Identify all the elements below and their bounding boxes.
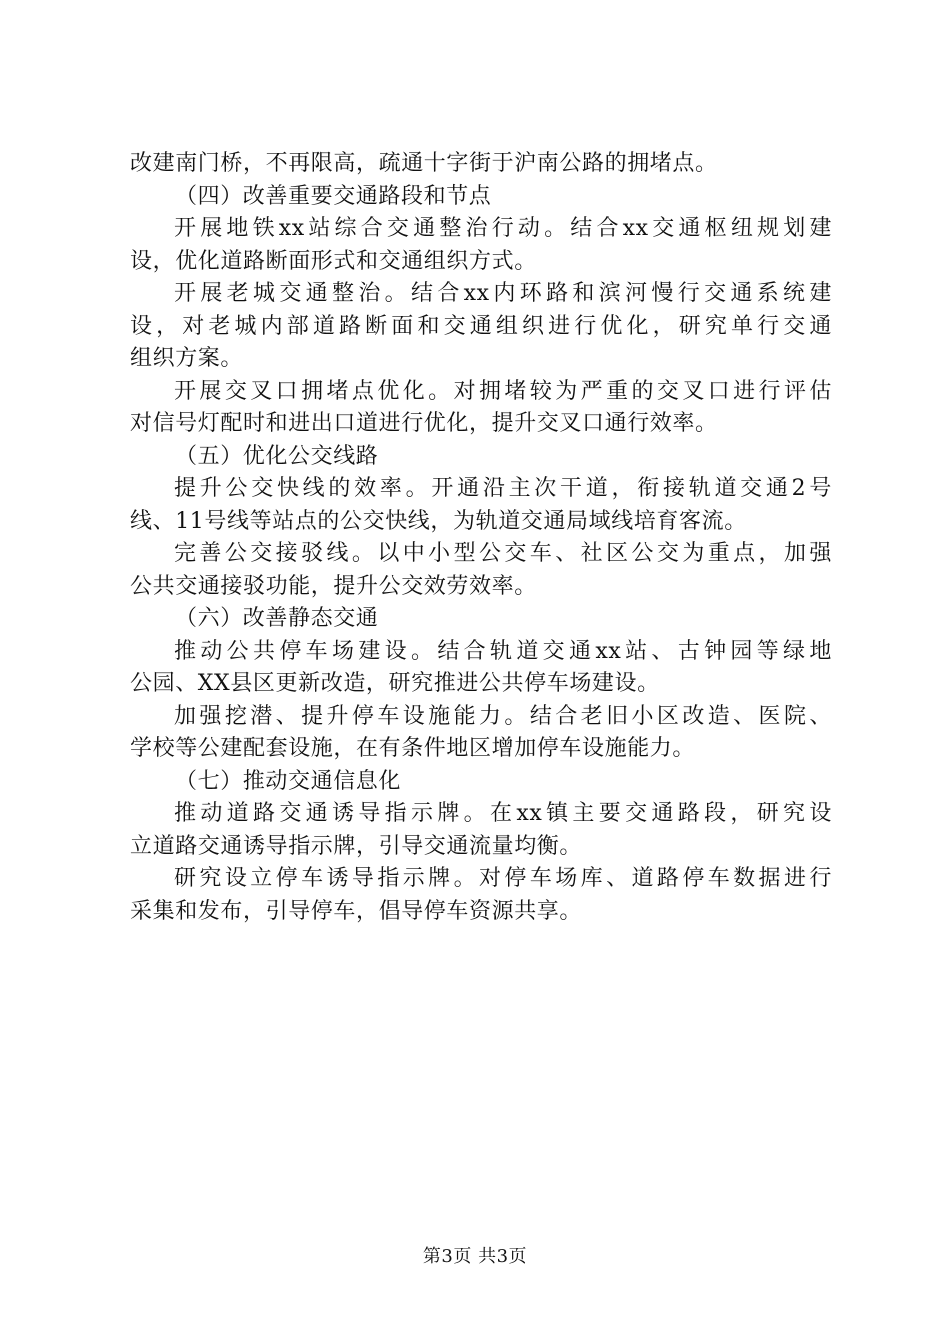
section-heading: （四）改善重要交通路段和节点: [175, 183, 492, 209]
paragraph-line: 推动公共停车场建设。结合轨道交通xx站、古钟园等绿地: [174, 638, 832, 664]
paragraph-line: 推动道路交通诱导指示牌。在xx镇主要交通路段，研究设: [174, 801, 832, 826]
paragraph-line: 学校等公建配套设施，在有条件地区增加停车设施能力。: [130, 736, 696, 761]
paragraph-line: 对信号灯配时和进出口道进行优化，提升交叉口通行效率。: [130, 411, 718, 436]
paragraph-line: 改建南门桥，不再限高，疏通十字街于沪南公路的拥堵点。: [130, 151, 718, 176]
paragraph-line: 完善公交接驳线。以中小型公交车、社区公交为重点，加强: [174, 541, 832, 566]
paragraph-line: 公园、XX县区更新改造，研究推进公共停车场建设。: [130, 671, 660, 696]
paragraph-line: 加强挖潜、提升停车设施能力。结合老旧小区改造、医院、: [174, 703, 832, 729]
paragraph-line: 开展老城交通整治。结合xx内环路和滨河慢行交通系统建: [174, 281, 832, 306]
paragraph-line: 研究设立停车诱导指示牌。对停车场库、道路停车数据进行: [174, 866, 832, 891]
paragraph-line: 立道路交通诱导指示牌，引导交通流量均衡。: [130, 833, 583, 859]
paragraph-line: 组织方案。: [130, 346, 244, 371]
section-heading: （七）推动交通信息化: [175, 768, 402, 794]
paragraph-line: 提升公交快线的效率。开通沿主次干道，衔接轨道交通2号: [174, 476, 832, 501]
document-body: [130, 148, 832, 928]
paragraph-line: 开展地铁xx站综合交通整治行动。结合xx交通枢纽规划建: [174, 216, 832, 241]
page-footer: 第3页 共3页: [422, 1246, 528, 1267]
paragraph-line: 公共交通接驳功能，提升公交效劳效率。: [130, 573, 537, 599]
section-heading: （五）优化公交线路: [175, 443, 379, 469]
paragraph-line: 设，优化道路断面形式和交通组织方式。: [130, 248, 537, 274]
paragraph-line: 设，对老城内部道路断面和交通组织进行优化，研究单行交通: [130, 313, 832, 339]
paragraph-line: 开展交叉口拥堵点优化。对拥堵较为严重的交叉口进行评估: [174, 378, 832, 404]
paragraph-line: 采集和发布，引导停车，倡导停车资源共享。: [130, 898, 583, 924]
section-heading: （六）改善静态交通: [175, 606, 379, 631]
paragraph-line: 线、11号线等站点的公交快线，为轨道交通局域线培育客流。: [130, 508, 747, 534]
